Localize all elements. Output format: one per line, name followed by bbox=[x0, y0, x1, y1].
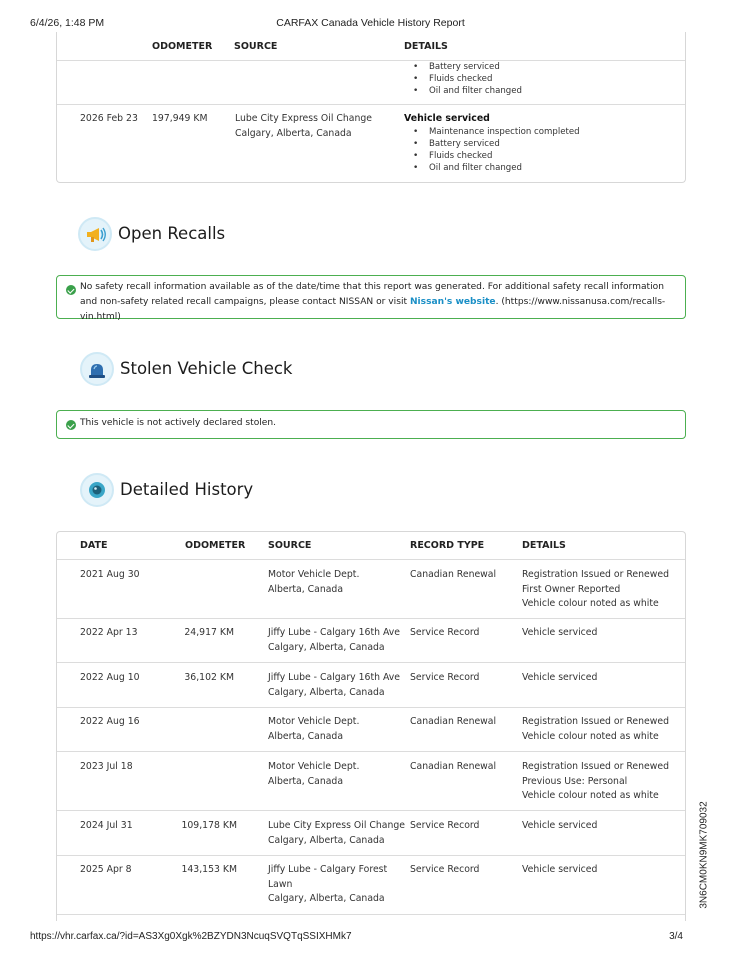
row-date: 2023 Jul 18 bbox=[80, 761, 133, 772]
source-line: Jiffy Lube - Calgary 16th Ave bbox=[268, 672, 400, 683]
row-odometer: 24,917 KM bbox=[184, 627, 234, 638]
row-details bbox=[404, 112, 580, 174]
print-header bbox=[30, 17, 711, 31]
recall-notice-text-end: . (https://www.nissanusa.com/recalls-vin.html) bbox=[80, 297, 666, 322]
row-date: 2022 Aug 16 bbox=[80, 716, 140, 727]
source-line: Lube City Express Oil Change bbox=[268, 820, 405, 831]
source-line: Motor Vehicle Dept. bbox=[268, 761, 360, 772]
detailed-history-title: Detailed History bbox=[120, 480, 254, 499]
source-line: Alberta, Canada bbox=[268, 583, 344, 595]
camera-lens-icon bbox=[80, 473, 114, 507]
print-datetime: 6/4/26, 1:48 PM bbox=[30, 17, 105, 29]
row-divider bbox=[57, 707, 685, 708]
nissan-website-link[interactable]: Nissan's website bbox=[409, 297, 496, 307]
print-title: CARFAX Canada Vehicle History Report bbox=[276, 17, 465, 29]
check-circle-icon bbox=[66, 285, 76, 295]
source-line: Calgary, Alberta, Canada bbox=[268, 686, 385, 698]
detail-line: Registration Issued or Renewed bbox=[522, 716, 669, 727]
row-odometer: 36,102 KM bbox=[184, 672, 234, 683]
open-recalls-section-header bbox=[78, 217, 278, 253]
header-divider bbox=[57, 559, 685, 560]
row-details bbox=[522, 760, 669, 804]
row-source-line2: Calgary, Alberta, Canada bbox=[235, 128, 352, 139]
recall-notice-text bbox=[80, 280, 673, 325]
header-details: DETAILS bbox=[404, 41, 448, 52]
row-source-line1: Lube City Express Oil Change bbox=[235, 113, 372, 124]
row-source bbox=[268, 626, 400, 655]
details-title: Vehicle serviced bbox=[404, 113, 490, 124]
row-record-type: Service Record bbox=[410, 864, 480, 875]
row-divider bbox=[57, 751, 685, 752]
detail-line: Vehicle colour noted as white bbox=[522, 790, 659, 801]
continued-details-list bbox=[404, 61, 522, 97]
row-details: Vehicle serviced bbox=[522, 672, 598, 683]
recall-notice-text-start: No safety recall information available as of the date/time that this report was generated. For additional safety recall information and non-safety related recall campaigns, please contact NISSAN or visit bbox=[80, 282, 664, 307]
row-date: 2026 Feb 23 bbox=[80, 113, 138, 124]
siren-icon bbox=[80, 352, 114, 386]
detailed-history-table bbox=[56, 531, 686, 921]
row-details bbox=[522, 715, 669, 744]
row-details bbox=[522, 568, 669, 612]
header-odometer: ODOMETER bbox=[152, 41, 213, 52]
service-history-table bbox=[56, 32, 686, 183]
row-divider bbox=[57, 618, 685, 619]
row-odometer: 197,949 KM bbox=[152, 113, 208, 124]
check-circle-icon bbox=[66, 420, 76, 430]
list-item: • Fluids checked bbox=[404, 150, 580, 162]
header-source: SOURCE bbox=[234, 41, 278, 52]
page-number: 3/4 bbox=[669, 931, 683, 942]
details-list bbox=[404, 126, 580, 174]
detail-line: Vehicle colour noted as white bbox=[522, 730, 659, 742]
detail-line: Vehicle colour noted as white bbox=[522, 598, 659, 609]
row-source bbox=[268, 819, 405, 848]
recall-notice bbox=[56, 275, 686, 322]
row-source bbox=[268, 671, 400, 700]
row-details: Vehicle serviced bbox=[522, 627, 598, 638]
row-date: 2022 Apr 13 bbox=[80, 627, 138, 638]
vin-text: 3N6CM0KN9MK709032 bbox=[698, 801, 710, 909]
source-line: Alberta, Canada bbox=[268, 730, 344, 742]
row-record-type: Canadian Renewal bbox=[410, 761, 497, 772]
detailed-history-section-header bbox=[80, 473, 280, 509]
row-source bbox=[268, 568, 359, 597]
source-line: Jiffy Lube - Calgary 16th Ave bbox=[268, 627, 400, 638]
source-line: Calgary, Alberta, Canada bbox=[268, 834, 385, 846]
row-divider bbox=[57, 914, 685, 915]
list-item: • Fluids checked bbox=[404, 73, 522, 85]
row-date: 2022 Aug 10 bbox=[80, 672, 140, 683]
list-item: • Battery serviced bbox=[404, 61, 522, 73]
header-odometer: ODOMETER bbox=[185, 540, 246, 551]
source-line: Jiffy Lube - Calgary Forest bbox=[268, 864, 388, 875]
page-url: https://vhr.carfax.ca/?id=AS3Xg0Xgk%2BZYDN3NcuqSVQTqSSIXHMk7 bbox=[30, 931, 352, 942]
detail-line: First Owner Reported bbox=[522, 583, 621, 595]
source-line: Motor Vehicle Dept. bbox=[268, 716, 360, 727]
header-date: DATE bbox=[80, 540, 108, 551]
row-source bbox=[268, 863, 387, 907]
detail-line: Previous Use: Personal bbox=[522, 775, 628, 787]
stolen-notice bbox=[56, 410, 686, 439]
list-item: • Maintenance inspection completed bbox=[404, 126, 580, 138]
vin-sidebar bbox=[697, 801, 711, 909]
row-source bbox=[268, 760, 359, 789]
header-source: SOURCE bbox=[268, 540, 312, 551]
row-divider bbox=[57, 810, 685, 811]
megaphone-icon bbox=[78, 217, 112, 251]
row-record-type: Service Record bbox=[410, 820, 480, 831]
header-divider bbox=[57, 60, 685, 61]
stolen-notice-text: This vehicle is not actively declared stolen. bbox=[80, 418, 277, 428]
row-record-type: Service Record bbox=[410, 627, 480, 638]
row-divider bbox=[57, 662, 685, 663]
list-item: • Oil and filter changed bbox=[404, 85, 522, 97]
row-divider bbox=[57, 104, 685, 105]
source-line: Calgary, Alberta, Canada bbox=[268, 893, 385, 904]
header-record-type: RECORD TYPE bbox=[410, 540, 485, 551]
detail-line: Registration Issued or Renewed bbox=[522, 761, 669, 772]
row-source bbox=[268, 715, 359, 744]
row-date: 2025 Apr 8 bbox=[80, 864, 132, 875]
detail-line: Registration Issued or Renewed bbox=[522, 569, 669, 580]
stolen-vehicle-section-header bbox=[80, 352, 310, 388]
list-item: • Battery serviced bbox=[404, 138, 580, 150]
row-details: Vehicle serviced bbox=[522, 820, 598, 831]
row-odometer: 143,153 KM bbox=[181, 864, 237, 875]
header-details: DETAILS bbox=[522, 540, 566, 551]
stolen-vehicle-title: Stolen Vehicle Check bbox=[120, 359, 293, 378]
row-record-type: Service Record bbox=[410, 672, 480, 683]
row-date: 2024 Jul 31 bbox=[80, 820, 133, 831]
list-item: • Oil and filter changed bbox=[404, 162, 580, 174]
source-line: Alberta, Canada bbox=[268, 775, 344, 787]
open-recalls-title: Open Recalls bbox=[118, 224, 226, 243]
row-record-type: Canadian Renewal bbox=[410, 569, 497, 580]
row-odometer: 109,178 KM bbox=[181, 820, 237, 831]
row-details: Vehicle serviced bbox=[522, 864, 598, 875]
row-date: 2021 Aug 30 bbox=[80, 569, 140, 580]
source-line: Calgary, Alberta, Canada bbox=[268, 641, 385, 653]
source-line: Motor Vehicle Dept. bbox=[268, 569, 360, 580]
row-record-type: Canadian Renewal bbox=[410, 716, 497, 727]
row-divider bbox=[57, 855, 685, 856]
source-line: Lawn bbox=[268, 878, 293, 890]
